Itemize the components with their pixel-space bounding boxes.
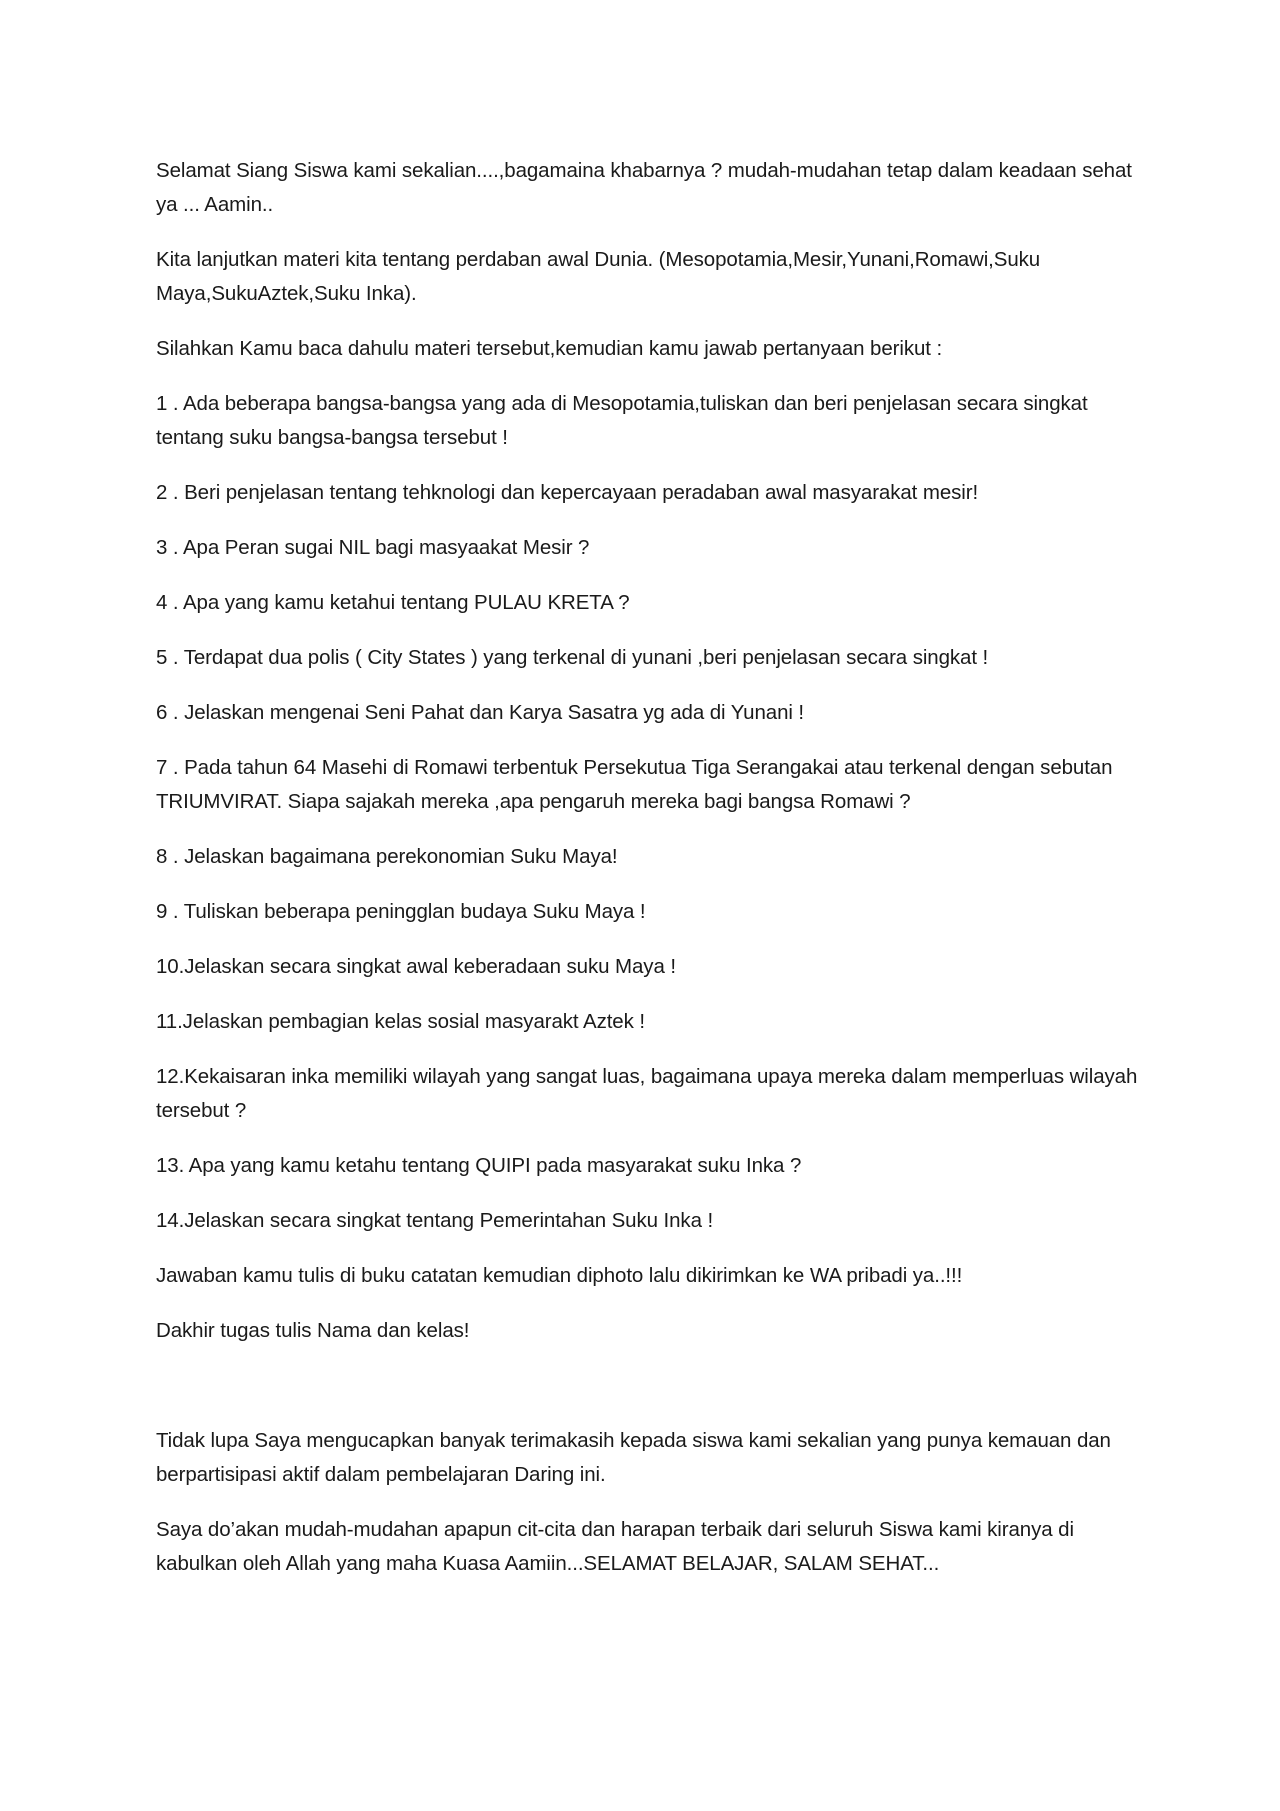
closing-paragraph: Saya do’akan mudah-mudahan apapun cit-cita dan harapan terbaik dari seluruh Siswa kami kiranya di kabulkan oleh Allah yang maha Kuasa Aamiin...SELAMAT BELAJAR, SALAM SEHAT... — [156, 1518, 1074, 1575]
intro-paragraph: Kita lanjutkan materi kita tentang perdaban awal Dunia. (Mesopotamia,Mesir,Yunani,Romawi,Suku Maya,SukuAztek,Suku Inka). — [156, 248, 1041, 305]
question-9: 9 . Tuliskan beberapa peningglan budaya Suku Maya ! — [156, 900, 646, 923]
question-12: 12.Kekaisaran inka memiliki wilayah yang sangat luas, bagaimana upaya mereka dalam memperluas wilayah tersebut ? — [156, 1065, 1138, 1122]
question-7: 7 . Pada tahun 64 Masehi di Romawi terbentuk Persekutua Tiga Serangakai atau terkenal dengan sebutan TRIUMVIRAT. Siapa sajakah mereka ,apa pengaruh mereka bagi bangsa Romawi ? — [156, 756, 1113, 813]
question-5: 5 . Terdapat dua polis ( City States ) yang terkenal di yunani ,beri penjelasan secara singkat ! — [156, 646, 989, 669]
spacer — [156, 1369, 1140, 1424]
question-14: 14.Jelaskan secara singkat tentang Pemerintahan Suku Inka ! — [156, 1209, 714, 1232]
question-4: 4 . Apa yang kamu ketahui tentang PULAU KRETA ? — [156, 591, 630, 614]
document-body — [156, 154, 1140, 1602]
question-8: 8 . Jelaskan bagaimana perekonomian Suku Maya! — [156, 845, 618, 868]
thanks-paragraph: Tidak lupa Saya mengucapkan banyak terimakasih kepada siswa kami sekalian yang punya kemauan dan berpartisipasi aktif dalam pembelajaran Daring ini. — [156, 1429, 1111, 1486]
name-note: Dakhir tugas tulis Nama dan kelas! — [156, 1319, 470, 1342]
question-2: 2 . Beri penjelasan tentang tehknologi dan kepercayaan peradaban awal masyarakat mesir! — [156, 481, 979, 504]
question-1: 1 . Ada beberapa bangsa-bangsa yang ada di Mesopotamia,tuliskan dan beri penjelasan secara singkat tentang suku bangsa-bangsa tersebut ! — [156, 392, 1088, 449]
question-11: 11.Jelaskan pembagian kelas sosial masyarakt Aztek ! — [156, 1010, 645, 1033]
question-13: 13. Apa yang kamu ketahu tentang QUIPI pada masyarakat suku Inka ? — [156, 1154, 802, 1177]
submission-note: Jawaban kamu tulis di buku catatan kemudian diphoto lalu dikirimkan ke WA pribadi ya..!!! — [156, 1264, 963, 1287]
question-3: 3 . Apa Peran sugai NIL bagi masyaakat Mesir ? — [156, 536, 590, 559]
greeting-paragraph: Selamat Siang Siswa kami sekalian....,bagamaina khabarnya ? mudah-mudahan tetap dalam keadaan sehat ya ... Aamin.. — [156, 159, 1132, 216]
instruction-paragraph: Silahkan Kamu baca dahulu materi tersebut,kemudian kamu jawab pertanyaan berikut : — [156, 337, 943, 360]
question-6: 6 . Jelaskan mengenai Seni Pahat dan Karya Sasatra yg ada di Yunani ! — [156, 701, 805, 724]
question-10: 10.Jelaskan secara singkat awal keberadaan suku Maya ! — [156, 955, 676, 978]
